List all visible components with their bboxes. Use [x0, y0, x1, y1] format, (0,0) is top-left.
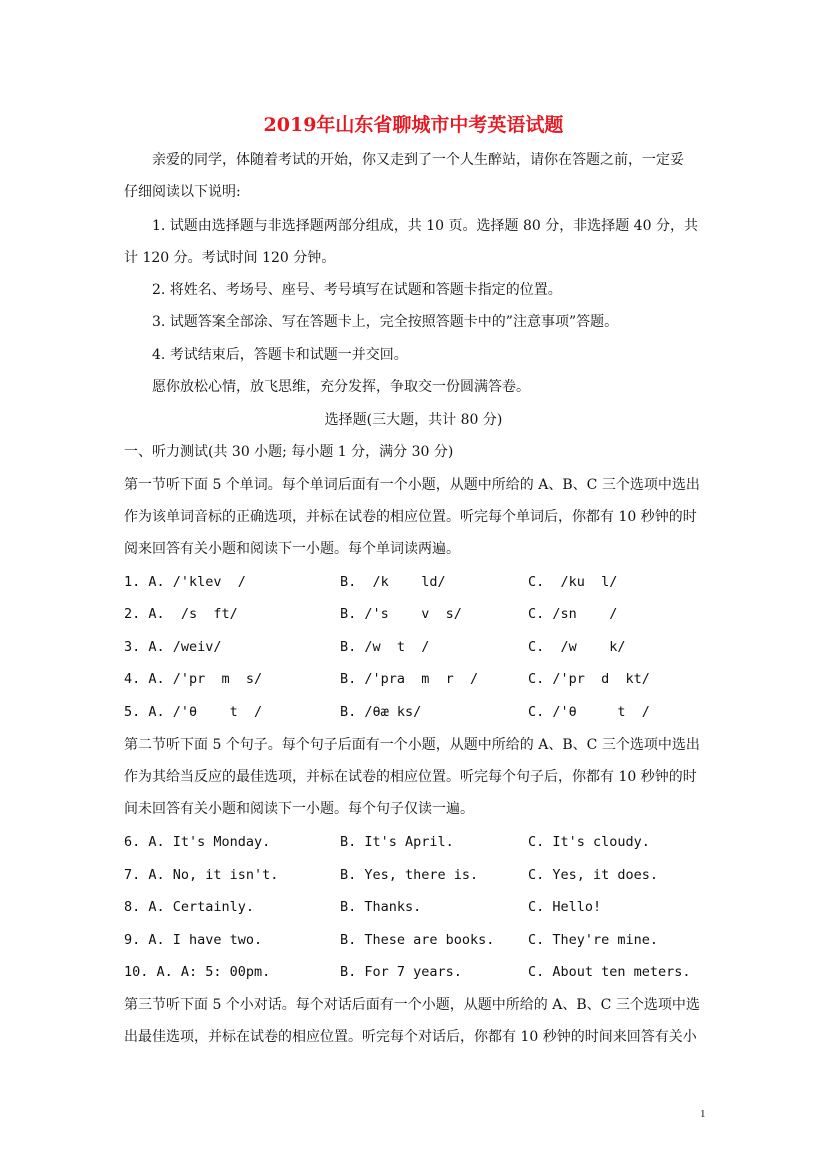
instruction-3: 3. 试题答案全部涂、写在答题卡上，完全按照答题卡中的”注意事项”答题。 [152, 314, 619, 330]
q7-option-c: C. Yes, it does. [528, 867, 659, 883]
q9-option-a: 9. A. I have two. [124, 932, 263, 948]
q5-option-b: B. /θæ ks/ [340, 704, 422, 720]
q7-option-a: 7. A. No, it isn't. [124, 867, 279, 883]
instruction-2: 2. 将姓名、考场号、座号、考号填写在试题和答题卡指定的位置。 [152, 282, 562, 298]
q4-option-b: B. /'pra m r / [340, 671, 479, 687]
section1-desc-3: 阅来回答有关小题和阅读下一小题。每个单词读两遍。 [124, 541, 460, 557]
document-title: 2019年山东省聊城市中考英语试题 [263, 114, 564, 136]
q8-option-a: 8. A. Certainly. [124, 899, 255, 915]
section3-desc-2: 出最佳选项，并标在试卷的相应位置。听完每个对话后，你都有 10 秒钟的时间来回答有关小 [124, 1029, 697, 1045]
q5-option-a: 5. A. /'θ t / [124, 704, 263, 720]
section-heading: 选择题(三大题，共计 80 分) [324, 412, 503, 428]
q6-option-a: 6. A. It's Monday. [124, 834, 271, 850]
q4-option-a: 4. A. /'pr m s/ [124, 671, 263, 687]
q10-option-a: 10. A. A: 5: 00pm. [124, 964, 271, 980]
q9-option-b: B. These are books. [340, 932, 495, 948]
q4-option-c: C. /'pr d kt/ [528, 671, 650, 687]
instruction-1: 1. 试题由选择题与非选择题两部分组成，共 10 页。选择题 80 分，非选择题 40 分，共 [152, 218, 698, 234]
part-one-heading: 一、听力测试(共 30 小题; 每小题 1 分，满分 30 分) [124, 444, 454, 460]
intro-line-1: 亲爱的同学，体随着考试的开始，你又走到了一个人生醉站，请你在答题之前，一定妥 [152, 152, 684, 168]
q8-option-b: B. Thanks. [340, 899, 422, 915]
q9-option-c: C. They're mine. [528, 932, 659, 948]
q6-option-c: C. It's cloudy. [528, 834, 650, 850]
q10-option-c: C. About ten meters. [528, 964, 691, 980]
instruction-1-cont: 计 120 分。考试时间 120 分钟。 [124, 250, 336, 266]
instruction-4: 4. 考试结束后，答题卡和试题一并交回。 [152, 347, 408, 363]
section2-desc-2: 作为其给当反应的最佳选项，并标在试卷的相应位置。听完每个句子后，你都有 10 秒钟的时 [124, 769, 697, 785]
section2-desc-3: 间未回答有关小题和阅读下一小题。每个句子仅读一遍。 [124, 801, 474, 817]
q1-option-b: B. /k ld/ [340, 574, 446, 590]
q2-option-c: C. /sn / [528, 606, 618, 622]
q10-option-b: B. For 7 years. [340, 964, 462, 980]
q1-option-a: 1. A. /'klev / [124, 574, 246, 590]
q3-option-b: B. /w t / [340, 639, 430, 655]
section1-desc-2: 作为该单词音标的正确选项，并标在试卷的相应位置。听完每个单词后，你都有 10 秒钟的时 [124, 509, 697, 525]
section3-desc-1: 第三节听下面 5 个小对话。每个对话后面有一个小题，从题中所给的 A、B、C 三个选项中选 [124, 997, 700, 1013]
q7-option-b: B. Yes, there is. [340, 867, 479, 883]
q3-option-a: 3. A. /weiv/ [124, 639, 222, 655]
q2-option-a: 2. A. /s ft/ [124, 606, 238, 622]
q6-option-b: B. It's April. [340, 834, 454, 850]
section1-desc-1: 第一节听下面 5 个单词。每个单词后面有一个小题，从题中所给的 A、B、C 三个选项中选出 [124, 477, 700, 493]
q8-option-c: C. Hello! [528, 899, 602, 915]
intro-line-2: 仔细阅读以下说明: [124, 184, 241, 200]
encouragement: 愿你放松心情，放飞思维，充分发挥，争取交一份圆满答卷。 [152, 379, 530, 395]
q5-option-c: C. /'θ t / [528, 704, 650, 720]
page-number: 1 [700, 1108, 706, 1120]
q2-option-b: B. /'s v s/ [340, 606, 462, 622]
q1-option-c: C. /ku l/ [528, 574, 618, 590]
q3-option-c: C. /w k/ [528, 639, 626, 655]
section2-desc-1: 第二节听下面 5 个句子。每个句子后面有一个小题，从题中所给的 A、B、C 三个选项中选出 [124, 737, 700, 753]
